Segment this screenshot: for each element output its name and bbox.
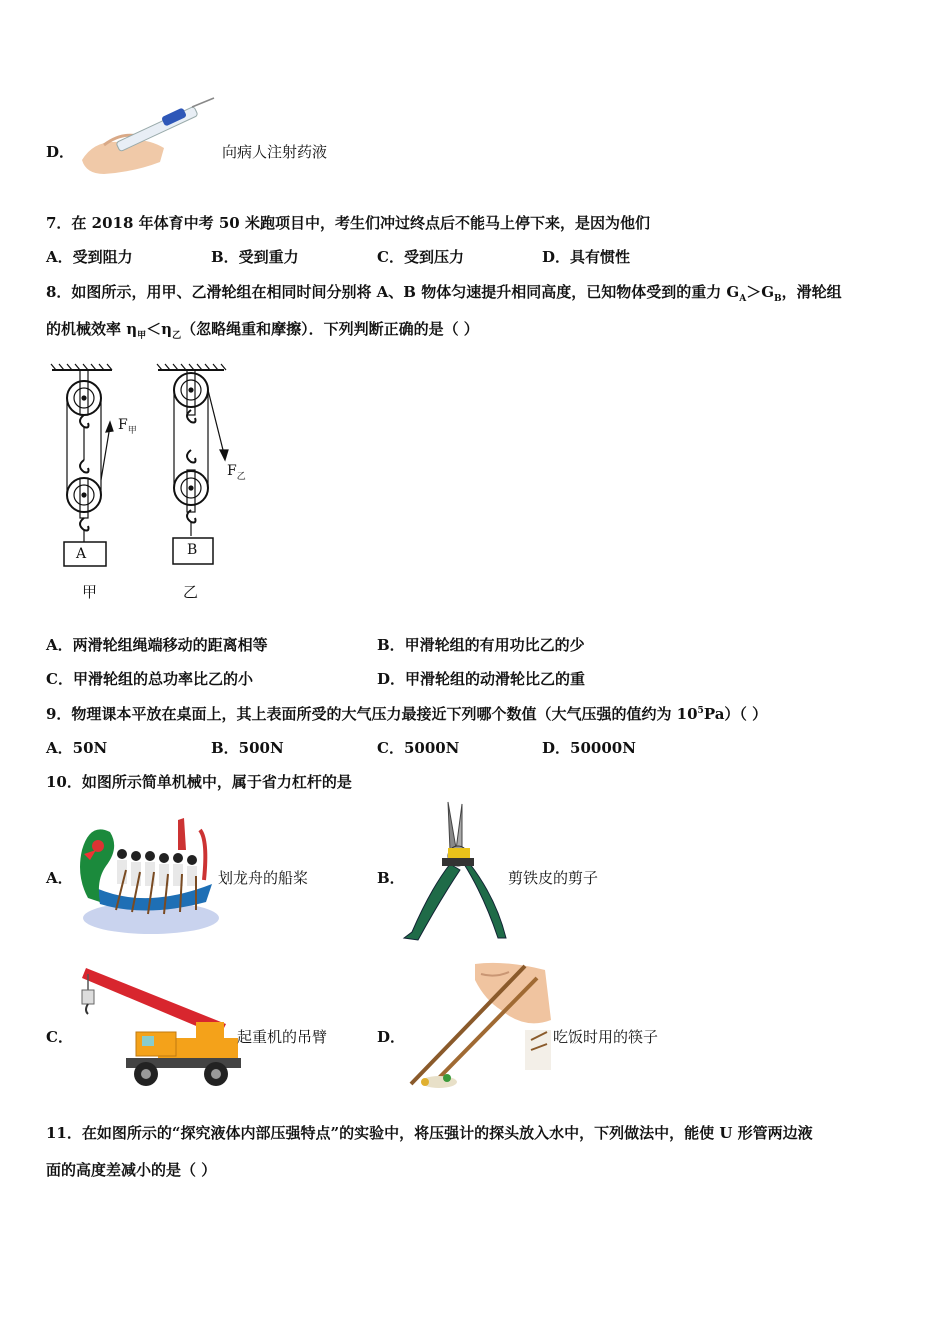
- crane-image: [76, 962, 241, 1090]
- q8-caption-jia: 甲: [82, 583, 98, 601]
- q7-stem: 7．在 2018 年体育中考 50 米跑项目中，考生们冲过终点后不能马上停下来，是因为他们: [46, 214, 650, 232]
- q10-option-c-label: C．: [46, 1028, 73, 1046]
- q8-option-a: A．两滑轮组绳端移动的距离相等: [46, 636, 268, 654]
- q10-stem: 10．如图所示简单机械中，属于省力杠杆的是: [46, 773, 352, 791]
- q10-option-b-label: B．: [377, 869, 405, 887]
- q7-option-a: A．受到阻力: [46, 248, 133, 266]
- q8-option-d: D．甲滑轮组的动滑轮比乙的重: [377, 670, 586, 688]
- q9-option-b: B．500N: [211, 739, 284, 757]
- q11-stem-line1: 11．在如图所示的“探究液体内部压强特点”的实验中，将压强计的探头放入水中，下列做法中，能使 U 形管两边液: [46, 1124, 813, 1142]
- q8-stem-line2: 的机械效率 $\eta_甲<\eta_乙$（忽略绳重和摩擦）．下列判断正确的是（ ）: [46, 320, 479, 341]
- q8-option-c: C．甲滑轮组的总功率比乙的小: [46, 670, 253, 688]
- q10-option-b-text: 剪铁皮的剪子: [508, 869, 599, 887]
- pulley-diagram: [48, 360, 268, 610]
- q9-option-a: A．50N: [46, 739, 108, 757]
- chopsticks-image: [405, 960, 553, 1090]
- q7-option-d: D．具有惯性: [542, 248, 631, 266]
- q6-option-d-text: 向病人注射药液: [222, 143, 328, 161]
- q10-option-c-text: 起重机的吊臂: [237, 1028, 328, 1046]
- q9-option-d: D．50000N: [542, 739, 636, 757]
- q7-option-b: B．受到重力: [211, 248, 299, 266]
- q10-option-d-label: D．: [377, 1028, 406, 1046]
- q8-block-b-label: B: [187, 542, 198, 558]
- q6-option-d-label: D．: [46, 143, 75, 161]
- q10-option-a-text: 划龙舟的船桨: [218, 869, 309, 887]
- q9-option-c: C．5000N: [377, 739, 460, 757]
- syringe-image: [74, 100, 219, 178]
- q10-option-d-text: 吃饭时用的筷子: [553, 1028, 659, 1046]
- q11-stem-line2: 面的高度差减小的是（ ）: [46, 1161, 217, 1179]
- tin-snips-image: [400, 800, 510, 942]
- dragon-boat-image: [76, 810, 216, 938]
- q8-block-a-label: A: [76, 546, 87, 562]
- q10-option-a-label: A．: [46, 869, 73, 887]
- q8-force-yi: $F_乙$: [227, 463, 246, 482]
- q8-stem-line1: 8．如图所示，用甲、乙滑轮组在相同时间分别将 A、B 物体匀速提升相同高度，已知物体受到的重力 $G_A>G_B$，滑轮组: [46, 283, 842, 304]
- q8-force-jia: $F_甲$: [118, 417, 137, 436]
- q8-caption-yi: 乙: [183, 583, 199, 601]
- q7-option-c: C．受到压力: [377, 248, 464, 266]
- q9-stem: 9．物理课本平放在桌面上，其上表面所受的大气压力最接近下列哪个数值（大气压强的值约为 $10^5Pa$）（ ）: [46, 705, 768, 723]
- q8-option-b: B．甲滑轮组的有用功比乙的少: [377, 636, 585, 654]
